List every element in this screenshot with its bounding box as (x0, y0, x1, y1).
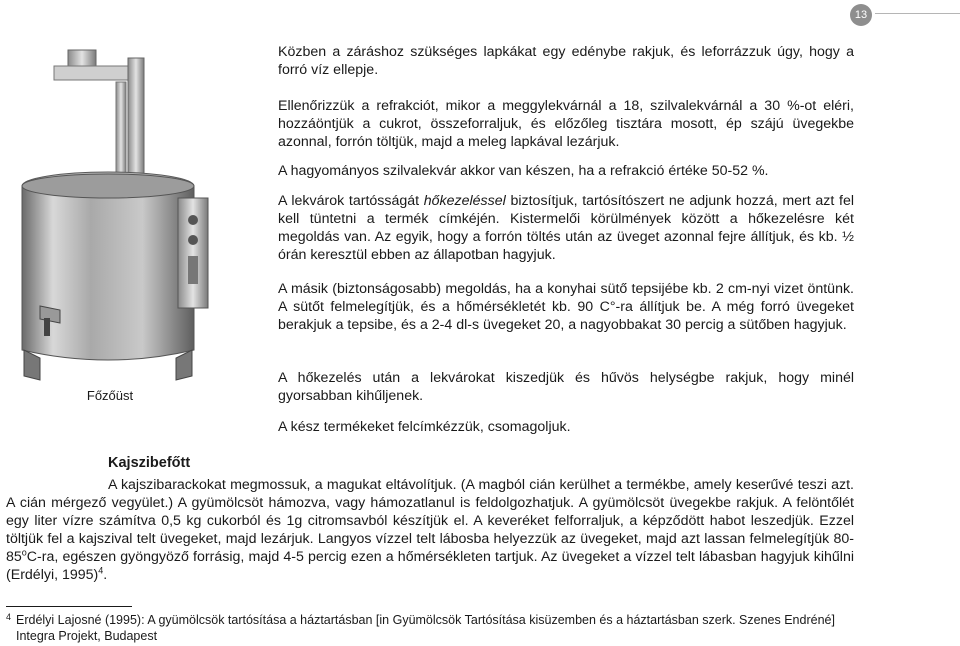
footnote-number: 4 (6, 612, 12, 622)
paragraph-heat-treatment: A lekvárok tartósságát hőkezeléssel biztosítjuk, tartósítószert ne adjunk hozzá, mert azt fel kell tüntetni a termék címkéjén. Kistermelői körülmények között a hőkezelésre két megoldás van. Az egyik, hogy a forrón töltés után az üveget azonnal fejre állítjuk, és kb. ½ órán keresztül ebben az állapotban hagyjuk. (278, 193, 854, 263)
paragraph-oven-method: A másik (biztonságosabb) megoldás, ha a konyhai sütő tepsijébe kb. 2 cm-nyi vizet öntünk. A sütőt felmelegítjük, és a hőmérsékletét kb. 90 C°-ra állítjuk be. A még forró üvegeket berakjuk a tepsibe, és a 2-4 dl-s üvegeket 20, a nagyobbakat 30 percig a sütőben hagyjuk. (278, 281, 854, 333)
paragraph-plum-jam: A hagyományos szilvalekvár akkor van készen, ha a refrakció értéke 50-52 %. (278, 163, 769, 179)
footnote-text: Erdélyi Lajosné (1995): A gyümölcsök tartósítása a háztartásban [in Gyümölcsök Tartósítása kisüzemben és a háztartásban szerk. Szenes Endréné] Integra Projekt, Budapest (16, 613, 835, 643)
section-heading: Kajszibefőtt (108, 455, 191, 471)
section-body: A kajszibarackokat megmossuk, a magukat eltávolítjuk. (A magból cián kerülhet a termékbe, amely keserűvé teszi azt. A cián mérgező vegyület.) A gyümölcsöt hámozva, vagy hámozatlanul is feldolgozhatjuk. A gyümölcsöt üvegekbe rakjuk. A felöntőlét egy liter vízre számítva 0,5 kg cukorból és 1g citromsavból készítjük el. A keveréket felforraljuk, a képződött habot leszedjük. Ezzel töltjük fel a kajszival telt üvegeket, majd lezárjuk. Langyos vízzel telt lábosba helyezzük az üvegeket, majd azt lassan felmelegítjük 80-85$^o$C-ra, egészen gyöngyöző forrásig, majd 4-5 percig ezen a hőmérsékleten tartjuk. Az üvegeket a vízzel telt lábasban hagyjuk kihűlni (Erdélyi, 1995)$^4$. (6, 477, 854, 583)
figure-caption: Főzőüst (86, 388, 134, 403)
paragraph-lids: Közben a záráshoz szükséges lapkákat egy edénybe rakjuk, és leforrázzuk úgy, hogy a forró víz ellepje. (278, 44, 854, 78)
paragraph-cooling: A hőkezelés után a lekvárokat kiszedjük és hűvös helységbe rakjuk, hogy minél gyorsabban kihűljenek. (278, 370, 854, 404)
paragraph-labeling: A kész termékeket felcímkézzük, csomagoljuk. (278, 419, 571, 435)
footnote-reference[interactable]: 4 (98, 565, 104, 576)
cooking-kettle-image (10, 48, 238, 400)
footnote-divider (6, 606, 132, 607)
page-number-rule (875, 13, 960, 14)
footnote (6, 612, 856, 644)
page-number: 13 (850, 4, 872, 26)
paragraph-refraction: Ellenőrizzük a refrakciót, mikor a meggylekvárnál a 18, szilvalekvárnál a 30 %-ot eléri, hozzáöntjük a cukrot, összeforraljuk, és előzőleg tisztára mosott, ép szájú üvegekbe azonnal, forrón töltjük, majd a meleg lapkával lezárjuk. (278, 98, 854, 150)
